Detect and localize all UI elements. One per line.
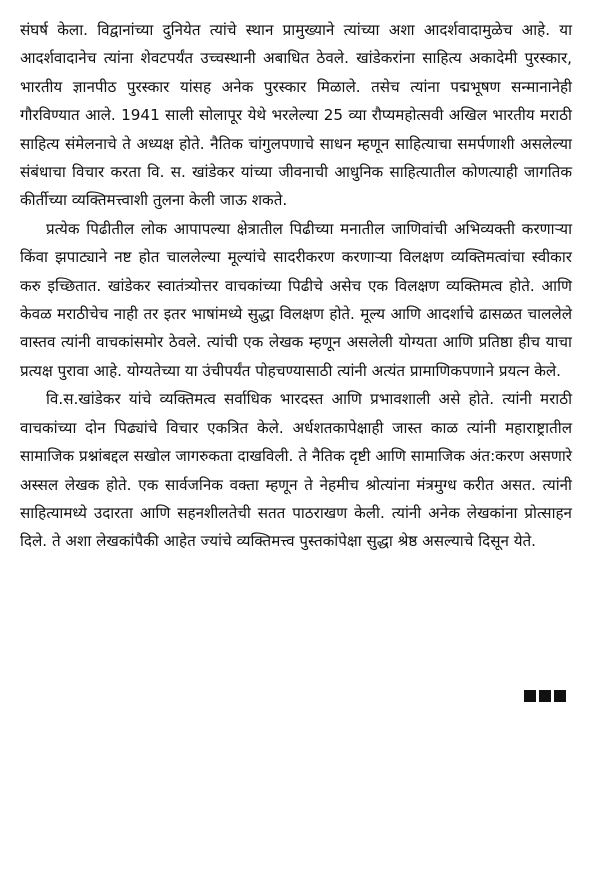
paragraph-continued: संघर्ष केला. विद्वानांच्या दुनियेत त्यांचे स्थान प्रामुख्याने त्यांच्या अशा आदर्शवादामुळेच आहे. या आदर्शवादानेच त्यांना शेवटपर्यंत उच्चस्थानी अबाधित ठेवले. खांडेकरांना साहित्य अकादेमी पुरस्कार, भारतीय ज्ञानपीठ पुरस्कार यांसह अनेक पुरस्कार मिळाले. तसेच त्यांना पद्मभूषण सन्मानानेही गौरविण्यात आले. 1941 साली सोलापूर येथे भरलेल्या 25 व्या रौप्यमहोत्सवी अखिल भारतीय मराठी साहित्य संमेलनाचे ते अध्यक्ष होते. नैतिक चांगुलपणाचे साधन म्हणून साहित्याचा समर्पणाशी असलेल्या संबंधाचा विचार करता वि. स. खांडेकर यांच्या जीवनाची आधुनिक साहित्यातील कोणत्याही जागतिक कीर्तीच्या व्यक्तिमत्त्वाशी तुलना केली जाऊ शकते. [20, 21, 572, 210]
end-square-icon [554, 690, 566, 702]
end-square-icon [524, 690, 536, 702]
document-page [20, 16, 572, 556]
end-square-icon [539, 690, 551, 702]
paragraph-generations: प्रत्येक पिढीतील लोक आपापल्या क्षेत्रातील पिढीच्या मनातील जाणिवांची अभिव्यक्ती करणाऱ्या किंवा झपाट्याने नष्ट होत चाललेल्या मूल्यांचे सादरीकरण करणाऱ्या विलक्षण व्यक्तिमत्वांचा स्वीकार करु इच्छितात. खांडेकर स्वातंत्र्योत्तर वाचकांच्या पिढीचे असेच एक विलक्षण व्यक्तिमत्व होते. आणि केवळ मराठीचेच नाही तर इतर भाषांमध्ये सुद्धा विलक्षण होते. मूल्य आणि आदर्शाचे ढासळत चाललेले वास्तव त्यांनी वाचकांसमोर ठेवले. त्यांची एक लेखक म्हणून असलेली योग्यता आणि प्रतिष्ठा हीच याचा प्रत्यक्ष पुरावा आहे. योग्यतेच्या या उंचीपर्यंत पोहचण्यासाठी त्यांनी अत्यंत प्रामाणिकपणाने प्रयत्न केले. [20, 219, 572, 380]
section-end-marker [524, 690, 566, 702]
paragraph-personality: वि.स.खांडेकर यांचे व्यक्तिमत्व सर्वाधिक भारदस्त आणि प्रभावशाली असे होते. त्यांनी मराठी वाचकांच्या दोन पिढ्यांचे विचार एकत्रित केले. अर्धशतकापेक्षाही जास्त काळ त्यांनी महाराष्ट्रातील सामाजिक प्रश्नांबद्दल सखोल जागरुकता दाखविली. ते नैतिक दृष्टी आणि सामाजिक अंत:करण असणारे अस्सल लेखक होते. एक सार्वजनिक वक्ता म्हणून ते नेहमीच श्रोत्यांना मंत्रमुग्ध करीत असत. त्यांनी साहित्यामध्ये उदारता आणि सहनशीलतेची सतत पाठराखण केली. त्यांनी अनेक लेखकांना प्रोत्साहन दिले. ते अशा लेखकांपैकी आहेत ज्यांचे व्यक्तिमत्त्व पुस्तकांपेक्षा सुद्धा श्रेष्ठ असल्याचे दिसून येते. [20, 390, 572, 551]
